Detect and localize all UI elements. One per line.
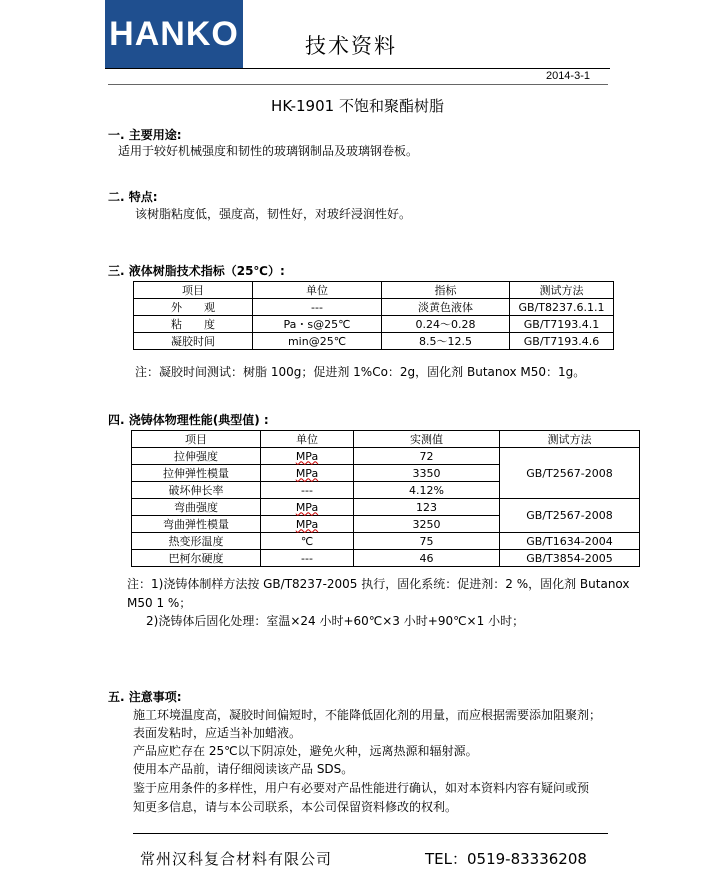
unit-text: MPa: [295, 517, 319, 531]
section-4-note-1-cont: M50 1 %；: [127, 596, 192, 610]
footer-rule: [133, 833, 608, 834]
table-row: [132, 550, 640, 567]
table-header-cell: 指标: [382, 282, 510, 299]
section-4-note-2: 2)浇铸体后固化处理：室温×24 小时+60℃×3 小时+90℃×1 小时；: [146, 614, 525, 628]
table-header-cell: 测试方法: [500, 431, 640, 448]
section-1-heading: 一. 主要用途:: [108, 128, 182, 142]
date-rule: [108, 84, 608, 85]
section-5-line: 使用本产品前，请仔细阅读该产品 SDS。: [133, 762, 354, 776]
table-row: [134, 333, 614, 350]
table-cell: min@25℃: [253, 333, 382, 350]
section-5-line: 知更多信息，请与本公司联系，本公司保留资料修改的权利。: [133, 800, 458, 814]
section-3-note: 注：凝胶时间测试：树脂 100g；促进剂 1%Co：2g，固化剂 Butanox M50：1g。: [135, 365, 586, 379]
table-cell: ℃: [261, 533, 354, 550]
footer-company-name: 常州汉科复合材料有限公司: [140, 850, 333, 868]
section-5-line: 表面发粘时，应适当补加蜡液。: [133, 726, 302, 740]
table-cell: GB/T2567-2008: [500, 499, 640, 533]
table-row: [134, 299, 614, 316]
section-5-heading: 五. 注意事项:: [108, 690, 182, 704]
company-logo: HANKO: [105, 0, 243, 68]
table-cell: 弯曲强度: [132, 499, 261, 516]
doc-date: 2014-3-1: [545, 70, 590, 82]
table-header-cell: 单位: [261, 431, 354, 448]
table-cell: [261, 465, 354, 482]
table-cell: GB/T7193.4.1: [510, 316, 614, 333]
table-cell: 8.5～12.5: [382, 333, 510, 350]
table-cell: ---: [261, 482, 354, 499]
table-cell: 粘 度: [134, 316, 253, 333]
unit-text: MPa: [295, 500, 319, 514]
table-cell: 淡黄色液体: [382, 299, 510, 316]
table-cell: 4.12%: [354, 482, 500, 499]
table-cell: [261, 516, 354, 533]
table-row: [132, 448, 640, 465]
table-header-cell: 项目: [132, 431, 261, 448]
table-cell: ---: [253, 299, 382, 316]
table-row: [132, 499, 640, 516]
section-2-heading: 二. 特点:: [108, 190, 158, 204]
table-cell: GB/T8237.6.1.1: [510, 299, 614, 316]
table-cell: 3250: [354, 516, 500, 533]
table-header-cell: 单位: [253, 282, 382, 299]
doc-title: HK-1901 不饱和聚酯树脂: [271, 97, 444, 115]
cast-property-table: [131, 430, 640, 567]
table-cell: GB/T2567-2008: [500, 448, 640, 499]
table-header-cell: 测试方法: [510, 282, 614, 299]
table-header-row: [134, 282, 614, 299]
table-cell: 46: [354, 550, 500, 567]
table-cell: 72: [354, 448, 500, 465]
section-5-line: 产品应贮存在 25℃以下阴凉处，避免火种，远离热源和辐射源。: [133, 744, 478, 758]
section-4-heading: 四. 浇铸体物理性能(典型值) :: [108, 413, 269, 427]
section-1-text: 适用于较好机械强度和韧性的玻璃钢制品及玻璃钢卷板。: [118, 144, 419, 158]
section-5-line: 施工环境温度高，凝胶时间偏短时，不能降低固化剂的用量，而应根据需要添加阻聚剂；: [133, 708, 602, 722]
table-cell: [261, 499, 354, 516]
section-5-line: 鉴于应用条件的多样性，用户有必要对产品性能进行确认，如对本资料内容有疑问或预: [133, 781, 590, 795]
table-cell: 外 观: [134, 299, 253, 316]
section-2-text: 该树脂粘度低，强度高，韧性好，对玻纤浸润性好。: [135, 207, 412, 221]
table-header-row: [132, 431, 640, 448]
table-cell: 3350: [354, 465, 500, 482]
table-cell: 拉伸强度: [132, 448, 261, 465]
table-row: [134, 316, 614, 333]
table-cell: GB/T3854-2005: [500, 550, 640, 567]
table-cell: 热变形温度: [132, 533, 261, 550]
header-rule: [105, 68, 610, 69]
doc-type-label: 技术资料: [305, 34, 397, 58]
section-3-heading: 三. 液体树脂技术指标（25℃）:: [108, 264, 285, 278]
table-cell: 0.24～0.28: [382, 316, 510, 333]
section-4-note-1: 注：1)浇铸体制样方法按 GB/T8237-2005 执行，固化系统：促进剂：2 %，固化剂 Butanox: [127, 577, 630, 591]
table-cell: GB/T1634-2004: [500, 533, 640, 550]
table-cell: 拉伸弹性模量: [132, 465, 261, 482]
table-cell: 75: [354, 533, 500, 550]
table-cell: [261, 448, 354, 465]
table-header-cell: 实测值: [354, 431, 500, 448]
table-cell: 凝胶时间: [134, 333, 253, 350]
unit-text: MPa: [295, 466, 319, 480]
table-cell: 123: [354, 499, 500, 516]
liquid-resin-spec-table: [133, 281, 614, 350]
footer-telephone: TEL：0519-83336208: [425, 850, 587, 868]
table-cell: GB/T7193.4.6: [510, 333, 614, 350]
table-cell: 巴柯尔硬度: [132, 550, 261, 567]
table-cell: 破坏伸长率: [132, 482, 261, 499]
table-header-cell: 项目: [134, 282, 253, 299]
table-cell: Pa・s@25℃: [253, 316, 382, 333]
table-cell: 弯曲弹性模量: [132, 516, 261, 533]
unit-text: MPa: [295, 449, 319, 463]
table-row: [132, 533, 640, 550]
table-cell: ---: [261, 550, 354, 567]
